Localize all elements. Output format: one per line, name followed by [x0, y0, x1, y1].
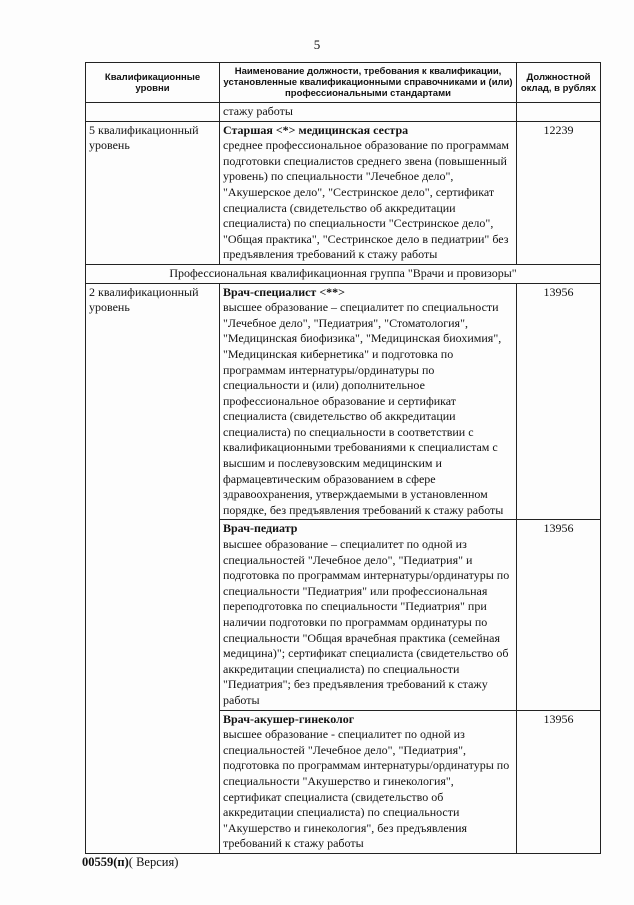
- table-row: [86, 283, 601, 520]
- salary-cell: 13956: [517, 520, 601, 710]
- position-requirements: высшее образование – специалитет по специальности "Лечебное дело", "Педиатрия", "Стоматология", "Медицинская биофизика", "Медицинская биохимия", "Медицинская кибернетика" и подготовка по программам интернатуры/ординатуры по специальности и (или) дополнительное профессиональное образование и сертификат специалиста (свидетельство об аккредитации специалиста) по специальности в соответствии с квалификационными требованиями к специалистам с высшим и послевузовским медицинским и фармацевтическим образованием в сфере здравоохранения, утверждаемыми в установленном порядке, без предъявления требований к стажу работы: [223, 300, 504, 517]
- document-footer: [82, 855, 178, 870]
- position-cell: [220, 283, 517, 520]
- header-position: Наименование должности, требования к квалификации, установленные квалификационными справочниками и (или) профессиональными стандартами: [220, 63, 517, 103]
- group-title: Профессиональная квалификационная группа "Врачи и провизоры": [86, 264, 601, 283]
- continuation-salary-cell: [517, 103, 601, 122]
- level-cell: 2 квалификационный уровень: [86, 283, 220, 853]
- table-header-row: [86, 63, 601, 103]
- position-requirements: высшее образование - специалитет по одной из специальностей "Лечебное дело", "Педиатрия", подготовка по программам интернатуры/ординатуры по специальности "Акушерство и гинекология", сертификат специалиста (свидетельство об аккредитации специалиста) по специальности "Акушерство и гинекология", без предъявления требований к стажу работы: [223, 727, 510, 851]
- salary-cell: 13956: [517, 283, 601, 520]
- level-cell: 5 квалификационный уровень: [86, 121, 220, 264]
- continuation-text: стажу работы: [220, 103, 517, 122]
- salary-table: [85, 62, 601, 854]
- header-level: Квалификационные уровни: [86, 63, 220, 103]
- position-cell: [220, 710, 517, 853]
- position-title: Старшая <*> медицинская сестра: [223, 122, 409, 137]
- document-version: ( Версия): [128, 855, 179, 869]
- position-title: Врач-специалист <**>: [223, 284, 346, 299]
- group-row: [86, 264, 601, 283]
- continuation-level-cell: [86, 103, 220, 122]
- table-row: [86, 103, 601, 122]
- page-number: 5: [313, 37, 321, 52]
- position-cell: [220, 520, 517, 710]
- salary-cell: 12239: [517, 121, 601, 264]
- position-title: Врач-акушер-гинеколог: [223, 711, 355, 726]
- position-requirements: высшее образование – специалитет по одной из специальностей "Лечебное дело", "Педиатрия" и подготовка по программам интернатуры/ординатуры по специальности "Педиатрия" или профессиональная переподготовка по специальности "Педиатрия" при наличии подготовки по программам ординатуры по специальности "Общая врачебная практика (семейная медицина)"; сертификат специалиста (свидетельство об аккредитации специалиста) по специальности "Педиатрия"; без предъявления требований к стажу работы: [223, 537, 510, 707]
- table-row: [86, 121, 601, 264]
- position-cell: [220, 121, 517, 264]
- position-requirements: среднее профессиональное образование по программам подготовки специалистов среднего звена (повышенный уровень) по специальности "Лечебное дело", "Акушерское дело", "Сестринское дело", сертификат специалиста (свидетельство об аккредитации специалиста) по специальности "Сестринское дело", "Общая практика", "Сестринское дело в педиатрии" без предъявления требований к стажу работы: [223, 138, 510, 262]
- header-salary: Должностной оклад, в рублях: [517, 63, 601, 103]
- position-title: Врач-педиатр: [223, 521, 298, 536]
- salary-cell: 13956: [517, 710, 601, 853]
- document-code: 00559(п): [82, 855, 129, 869]
